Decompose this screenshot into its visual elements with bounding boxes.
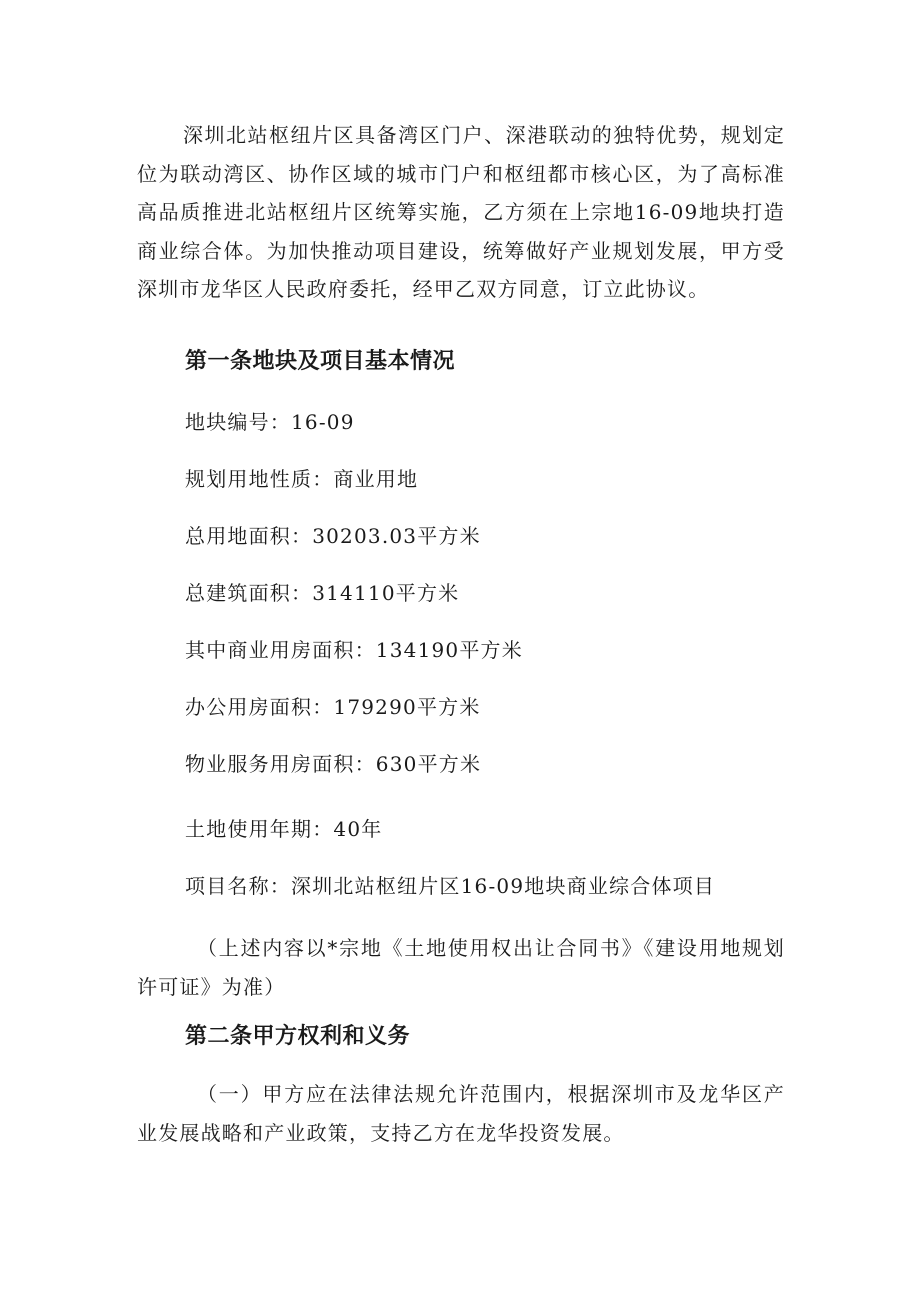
field-land-use-term: 土地使用年期：40年 xyxy=(185,817,383,841)
article-1-note: （上述内容以*宗地《土地使用权出让合同书》《建设用地规划许可证》为准） xyxy=(137,936,785,999)
field-office-area: 办公用房面积：179290平方米 xyxy=(185,695,481,719)
field-land-use: 规划用地性质：商业用地 xyxy=(185,467,419,491)
article-2-heading: 第二条甲方权利和义务 xyxy=(185,1024,411,1049)
field-property-service-area: 物业服务用房面积：630平方米 xyxy=(185,752,482,776)
article-1-heading: 第一条地块及项目基本情况 xyxy=(185,349,456,374)
field-total-land-area: 总用地面积：30203.03平方米 xyxy=(185,524,481,548)
field-plot-number: 地块编号：16-09 xyxy=(185,410,355,434)
intro-paragraph: 深圳北站枢纽片区具备湾区门户、深港联动的独特优势，规划定位为联动湾区、协作区域的城市门户和枢纽都市核心区，为了高标准高品质推进北站枢纽片区统筹实施，乙方须在上宗地16-09地块打造商业综合体。为加快推动项目建设，统筹做好产业规划发展，甲方受深圳市龙华区人民政府委托，经甲乙双方同意，订立此协议。 xyxy=(137,123,785,301)
field-total-floor-area: 总建筑面积：314110平方米 xyxy=(185,581,460,605)
field-project-name: 项目名称：深圳北站枢纽片区16-09地块商业综合体项目 xyxy=(185,874,716,898)
article-2-clause-1: （一）甲方应在法律法规允许范围内，根据深圳市及龙华区产业发展战略和产业政策，支持乙方在龙华投资发展。 xyxy=(137,1082,785,1145)
field-commercial-area: 其中商业用房面积：134190平方米 xyxy=(185,638,523,662)
